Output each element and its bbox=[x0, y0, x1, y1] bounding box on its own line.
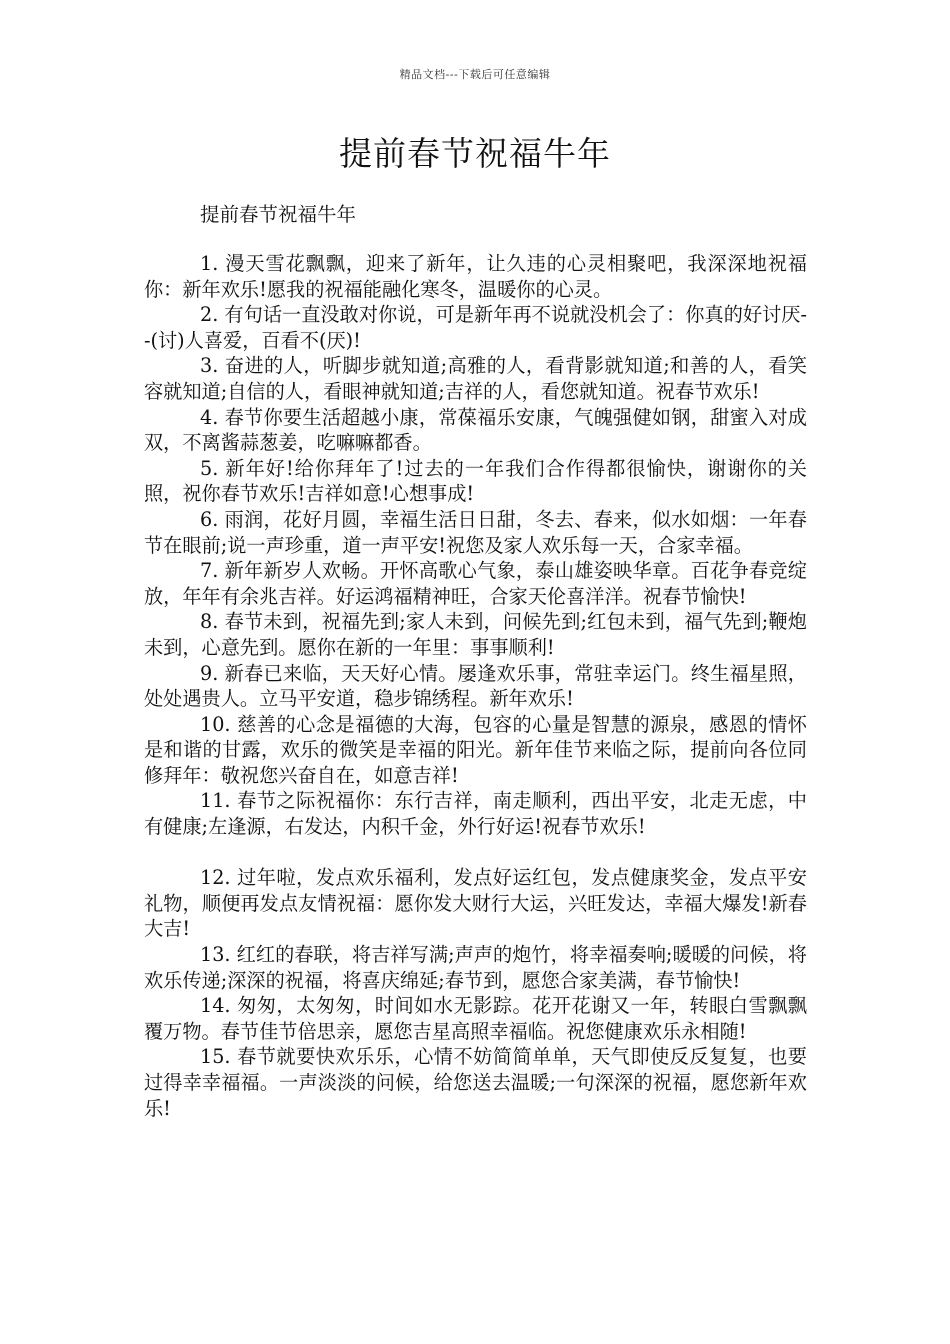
paragraph-12: 12. 过年啦，发点欢乐福利，发点好运红包，发点健康奖金，发点平安礼物，顺便再发点友情祝福：愿你发大财行大运，兴旺发达，幸福大爆发!新春大吉! bbox=[144, 866, 807, 941]
paragraph-15: 15. 春节就要快欢乐乐，心情不妨简简单单，天气即使反反复复，也要过得幸幸福福。一声淡淡的问候，给您送去温暖;一句深深的祝福，愿您新年欢乐! bbox=[144, 1045, 807, 1120]
paragraph-13: 13. 红红的春联，将吉祥写满;声声的炮竹，将幸福奏响;暖暖的问候，将欢乐传递;深深的祝福，将喜庆绵延;春节到，愿您合家美满，春节愉快! bbox=[144, 943, 807, 992]
paragraph-3: 3. 奋进的人，听脚步就知道;高雅的人，看背影就知道;和善的人，看笑容就知道;自信的人，看眼神就知道;吉祥的人，看您就知道。祝春节欢乐! bbox=[144, 354, 807, 403]
paragraph-7: 7. 新年新岁人欢畅。开怀高歌心气象，泰山雄姿映华章。百花争春竞绽放，年年有余兆吉祥。好运鸿福精神旺，合家天伦喜洋洋。祝春节愉快! bbox=[144, 559, 807, 608]
document-body bbox=[144, 251, 807, 1121]
paragraph-1: 1. 漫天雪花飘飘，迎来了新年，让久违的心灵相聚吧，我深深地祝福你：新年欢乐!愿我的祝福能融化寒冬，温暖你的心灵。 bbox=[144, 252, 807, 301]
paragraph-4: 4. 春节你要生活超越小康，常葆福乐安康，气魄强健如钢，甜蜜入对成双，不离酱蒜葱姜，吃嘛嘛都香。 bbox=[144, 405, 807, 455]
paragraph-14: 14. 匆匆，太匆匆，时间如水无影踪。花开花谢又一年，转眼白雪飘飘覆万物。春节佳节倍思亲，愿您吉星高照幸福临。祝您健康欢乐永相随! bbox=[144, 994, 807, 1043]
header-note: 精品文档---下载后可任意编辑 bbox=[399, 68, 551, 81]
paragraph-5: 5. 新年好!给你拜年了!过去的一年我们合作得都很愉快，谢谢你的关照，祝你春节欢乐!吉祥如意!心想事成! bbox=[144, 456, 807, 506]
document-title: 提前春节祝福牛年 bbox=[339, 134, 611, 173]
paragraph-9: 9. 新春已来临，天天好心情。屡逢欢乐事，常驻幸运门。终生福星照，处处遇贵人。立马平安道，稳步锦绣程。新年欢乐! bbox=[144, 661, 807, 711]
document-subtitle: 提前春节祝福牛年 bbox=[200, 203, 357, 226]
paragraph-6: 6. 雨润，花好月圆，幸福生活日日甜，冬去、春来，似水如烟：一年春节在眼前;说一声珍重，道一声平安!祝您及家人欢乐每一天，合家幸福。 bbox=[144, 507, 807, 557]
paragraph-11: 11. 春节之际祝福你：东行吉祥，南走顺利，西出平安，北走无虑，中有健康;左逢源，右发达，内积千金，外行好运!祝春节欢乐! bbox=[144, 789, 807, 839]
paragraph-8: 8. 春节未到，祝福先到;家人未到，问候先到;红包未到，福气先到;鞭炮未到，心意先到。愿你在新的一年里：事事顺利! bbox=[144, 610, 807, 659]
paragraph-2: 2. 有句话一直没敢对你说，可是新年再不说就没机会了：你真的好讨厌--(讨)人喜爱，百看不(厌)! bbox=[144, 303, 807, 352]
paragraph-10: 10. 慈善的心念是福德的大海，包容的心量是智慧的源泉，感恩的情怀是和谐的甘露，欢乐的微笑是幸福的阳光。新年佳节来临之际，提前向各位同修拜年：敬祝您兴奋自在，如意吉祥! bbox=[144, 712, 807, 787]
